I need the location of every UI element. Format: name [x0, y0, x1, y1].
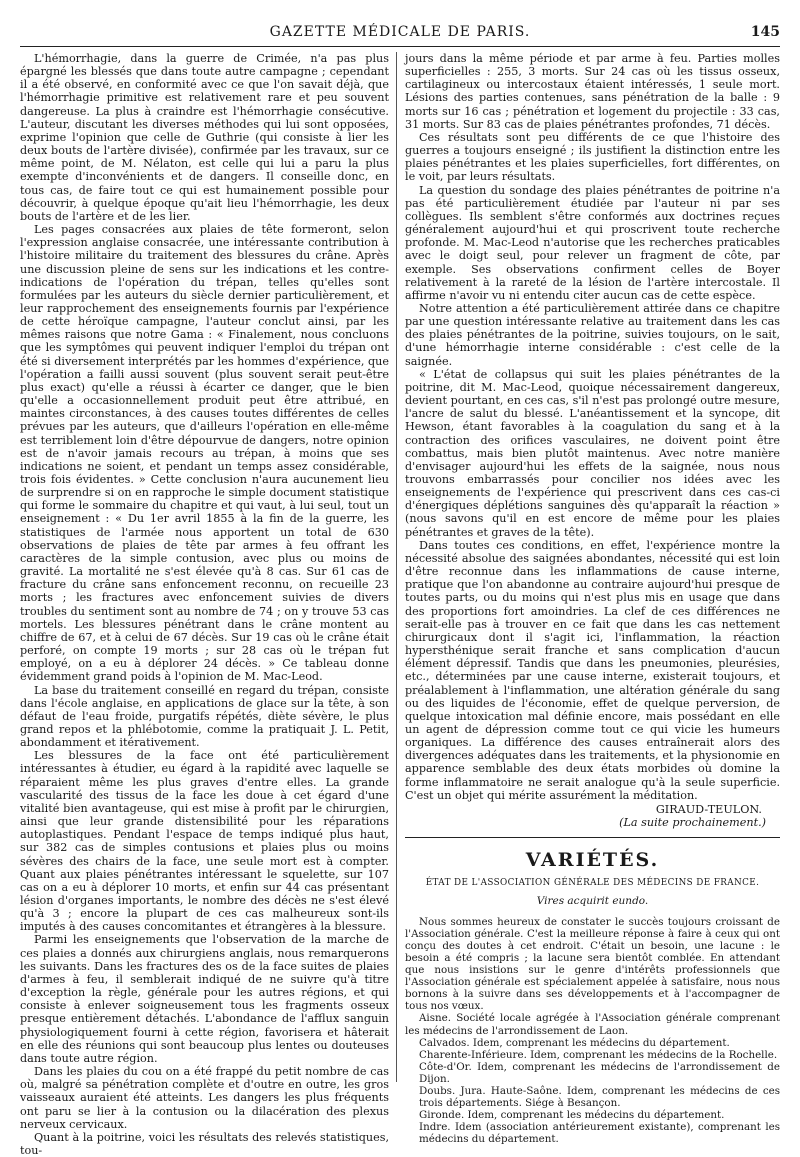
page-header — [20, 24, 780, 47]
column-divider — [396, 52, 397, 1082]
paragraph: L'hémorrhagie, dans la guerre de Crimée, n'a pas plus épargné les blessés que dans toute autre campagne ; cependant il a été observé, en conformité avec ce que l'on savait déjà, que l'hémorrhagie primitive est relativement rare et peu souvent dangereuse. La plus à craindre est l'hémorrhagie consécutive. L'auteur, discutant les diverses méthodes qui lui sont opposées, exprime l'opinion que celle de Guthrie (qui consiste à lier les deux bouts de l'artère divisée), confirmée par les travaux, sur ce même point, de M. Nélaton, est celle qui lui a paru la plus exempte d'inconvénients et de dangers. Il conseille donc, en tous cas, de faire tout ce qui est humainement possible pour découvrir, à quelque époque qu'ait lieu l'hémorrhagie, les deux bouts de l'artère et de les lier. — [20, 52, 389, 223]
journal-title: GAZETTE MÉDICALE DE PARIS. — [269, 24, 531, 40]
intro-paragraph: Nous sommes heureux de constater le succès toujours croissant de l'Association générale. C'est la meilleure réponse à faire à ceux qui ont conçu des doutes à cet endroit. C'était un besoin, une lacune : le besoin a été compris ; la lacune sera bientôt comblée. En attendant que nous insistions sur le genre d'intérêts professionnels que l'Association générale est spécialement appelée à satisfaire, nous nous bornons à la suivre dans ses développements et à l'accompagner de tous nos vœux. — [405, 915, 780, 1013]
list-item: Charente-Inférieure. Idem, comprenant les médecins de la Rochelle. — [419, 1048, 778, 1061]
page-number: 145 — [750, 24, 780, 40]
continuation-note: (La suite prochainement.) — [619, 816, 766, 830]
motto: Vires acquirit eundo. — [536, 894, 649, 907]
paragraph: Notre attention a été particulièrement attirée dans ce chapitre par une question intéressante relative au traitement dans les cas des plaies pénétrantes de la poitrine, suivies toujours, on le sait, d'une hémorrhagie interne considérable : c'est celle de la saignée. — [405, 301, 780, 368]
paragraph: Dans les plaies du cou on a été frappé du petit nombre de cas où, malgré sa pénétration complète et d'outre en outre, les gros vaisseaux auraient été atteints. Les dangers les plus fréquents ont paru se lier à la contusion ou la dilacération des plexus nerveux cervicaux. — [20, 1065, 389, 1131]
left-column — [20, 52, 389, 1157]
section-separator — [405, 837, 780, 838]
paragraph: « L'état de collapsus qui suit les plaies pénétrantes de la poitrine, dit M. Mac-Leod, quoique nécessairement dangereux, devient pourtant, en ces cas, s'il n'est pas prolongé outre mesure, l'ancre de salut du blessé. L'anéantissement et la syncope, dit Hewson, étant favorables à la coagulation du sang et à la contraction des orifices vasculaires, ne doivent point être combattus, mais bien plutôt maintenus. Avec notre manière d'envisager aujourd'hui les effets de la saignée, nous nous trouvons embarrassés pour concilier nos idées avec les enseignements de l'expérience qui prescrivent dans ces cas-ci d'énergiques déplétions sanguines dès qu'apparaît la réaction » (nous savons qu'il en est encore de même pour les plaies pénétrantes et graves de la tête). — [405, 367, 780, 539]
paragraph: Les blessures de la face ont été particulièrement intéressantes à étudier, eu égard à la rapidité avec laquelle se réparaient même les plus graves d'entre elles. La grande vascularité des tissus de la face les doue à cet égard d'une vitalité bien avantageuse, qui est mise à profit par le chirurgien, ainsi que leur grande distensibilité pour les réparations autoplastiques. Pendant l'espace de temps indiqué plus haut, sur 382 cas de simples contusions et plaies plus ou moins sévères des chairs de la face, une seule mort est à compter. Quant aux plaies pénétrantes intéressant le squelette, sur 107 cas on a eu à déplorer 10 morts, et enfin sur 44 cas présentant lésion d'organes importants, le nombre des décès ne s'est élevé qu'à 3 ; encore la plupart de ces cas malheureux sont-ils imputés à des causes concomitantes et étrangères à la blessure. — [20, 749, 389, 934]
paragraph: Les pages consacrées aux plaies de tête formeront, selon l'expression anglaise consacrée, une intéressante contribution à l'histoire militaire du traitement des blessures du crâne. Après une discussion pleine de sens sur les indications et les contre-indications de l'opération du trépan, telles qu'elles sont formulées par les auteurs du siècle dernier particulièrement, et leur rapprochement des enseignements fournis par l'expérience de cette héroïque campagne, l'auteur conclut ainsi, par les mêmes raisons que notre Gama : « Finalement, nous concluons que les symptômes qui peuvent indiquer l'emploi du trépan ont été si diversement interprétés par les hommes d'expérience, que l'opération a failli aussi souvent (plus souvent serait peut-être plus exact) qu'elle a réussi à écarter ce danger, que le bien qu'elle a occasionnellement produit peut être attribué, en maintes circonstances, à des causes toutes différentes de celles prévues par les auteurs, que d'ailleurs l'opération en elle-même est terriblement loin d'être dépourvue de dangers, notre opinion est de n'avoir jamais recours au trépan, à moins que ses indications ne soient, et pendant un temps assez considérable, trois fois évidentes. » Cette conclusion n'aura aucunement lieu de surprendre si on en rapproche le simple document statistique qui forme le sommaire du chapitre et qui vaut, à lui seul, tout un enseignement : « Du 1er avril 1855 à la fin de la guerre, les statistiques de l'armée nous apportent un total de 630 observations de plaies de tête par armes à feu offrant les caractères de la simple contusion, avec plus ou moins de gravité. La mortalité ne s'est élevée qu'à 8 cas. Sur 61 cas de fracture du crâne sans enfoncement reconnu, on recueille 23 morts ; les fractures avec enfoncement suivies de divers troubles du sentiment sont au nombre de 74 ; on y trouve 53 cas mortels. Les blessures pénétrant dans le crâne montent au chiffre de 67, et à celui de 67 décès. Sur 19 cas où le crâne était perforé, on compte 19 morts ; sur 28 cas où le trépan fut employé, on a eu à déplorer 24 décès. » Ce tableau donne évidemment grand poids à l'opinion de M. Mac-Leod. — [20, 223, 389, 684]
paragraph: Quant à la poitrine, voici les résultats des relevés statistiques, tou- — [20, 1130, 389, 1157]
list-item: Indre. Idem (association antérieurement existante), comprenant les médecins du département. — [419, 1121, 780, 1146]
paragraph: La question du sondage des plaies pénétrantes de poitrine n'a pas été particulièrement étudiée par l'auteur ni par ses collègues. Ils semblent s'être conformés aux doctrines reçues généralement aujourd'hui et qui proscrivent toute recherche profonde. M. Mac-Leod n'autorise que les recherches praticables avec le doigt seul, pour relever un fragment de côte, par exemple. Ses observations confirment celles de Boyer relativement à la rareté de la lésion de l'artère intercostale. Il affirme n'avoir vu ni entendu citer aucun cas de cette espèce. — [405, 183, 780, 302]
paragraph: Parmi les enseignements que l'observation de la marche de ces plaies a donnés aux chirurgiens anglais, nous remarquerons les suivants. Dans les fractures des os de la face suites de plaies d'armes à feu, il semblerait indiqué de ne suivre qu'à titre d'exception la règle, générale pour les autres régions, et qui consiste à enlever soigneusement tous les fragments osseux presque entièrement détachés. L'abondance de l'afflux sanguin physiologiquement fourni à cette région, favorisera et hâterait en elle des réunions qui sont beaucoup plus lentes ou douteuses dans toute autre région. — [20, 933, 389, 1065]
section-title: VARIÉTÉS. — [525, 849, 660, 872]
list-item: Côte-d'Or. Idem, comprenant les médecins de l'arrondissement de Dijon. — [419, 1060, 780, 1085]
author-signature: GIRAUD-TEULON. — [655, 802, 762, 816]
paragraph: Ces résultats sont peu différents de ce que l'histoire des guerres a toujours enseigné ; ils justifient la distinction entre les plaies pénétrantes et les plaies superficielles, fort différentes, on le voit, par leurs résultats. — [405, 130, 780, 184]
paragraph: La base du traitement conseillé en regard du trépan, consiste dans l'école anglaise, en applications de glace sur la tête, à son défaut de l'eau froide, purgatifs répétés, diète sévère, le plus grand repos et la phlébotomie, comme la pratiquait J. L. Petit, abondamment et itérativement. — [20, 683, 389, 750]
list-item: Gironde. Idem, comprenant les médecins du département. — [419, 1109, 725, 1122]
article-heading: ÉTAT DE L'ASSOCIATION GÉNÉRALE DES MÉDECINS DE FRANCE. — [425, 878, 760, 889]
association-list — [405, 916, 780, 1146]
list-item: Calvados. Idem, comprenant les médecins du département. — [419, 1036, 730, 1049]
right-column — [405, 52, 780, 1145]
list-item: Aisne. Société locale agrégée à l'Association générale comprenant les médecins de l'arrondissement de Laon. — [405, 1012, 780, 1037]
list-item: Doubs. Jura. Haute-Saône. Idem, comprenant les médecins de ces trois départements. Siége à Besançon. — [419, 1085, 780, 1110]
paragraph: Dans toutes ces conditions, en effet, l'expérience montre la nécessité absolue des saignées abondantes, nécessité qui est loin d'être reconnue dans les inflammations de cause interne, pratique que l'on abandonne au contraire aujourd'hui presque de toutes parts, ou du moins qui n'est plus mis en usage que dans des proportions fort amoindries. La clef de ces différences ne serait-elle pas à trouver en ce fait que dans les cas nettement chirurgicaux dont il s'agit ici, l'inflammation, la réaction hypersthénique serait franche et sans complication d'aucun élément dépressif. Tandis que dans les pneumonies, pleurésies, etc., déterminées par une cause interne, existerait toujours, et préalablement à l'inflammation, une altération générale du sang ou des liquides de l'économie, effet de quelque perversion, de quelque intoxication mal définie encore, mais possédant en elle un agent de dépression comme tout ce qui vicie les humeurs organiques. La différence des causes entraînerait alors des divergences adéquates dans les traitements, et la physionomie en apparence semblable des deux états morbides où domine la forme inflammatoire ne serait analogue qu'à la seule superficie. C'est un objet qui mérite assurément la méditation. — [405, 538, 780, 802]
paragraph: jours dans la même période et par arme à feu. Parties molles superficielles : 255, 3 morts. Sur 24 cas où les tissus osseux, cartilagineux ou intercostaux étaient intéressés, 1 seule mort. Lésions des parties contenues, sans pénétration de la balle : 9 morts sur 16 cas ; pénétration et logement du projectile : 33 cas, 31 morts. Sur 83 cas de plaies pénétrantes profondes, 71 décès. — [405, 52, 780, 131]
